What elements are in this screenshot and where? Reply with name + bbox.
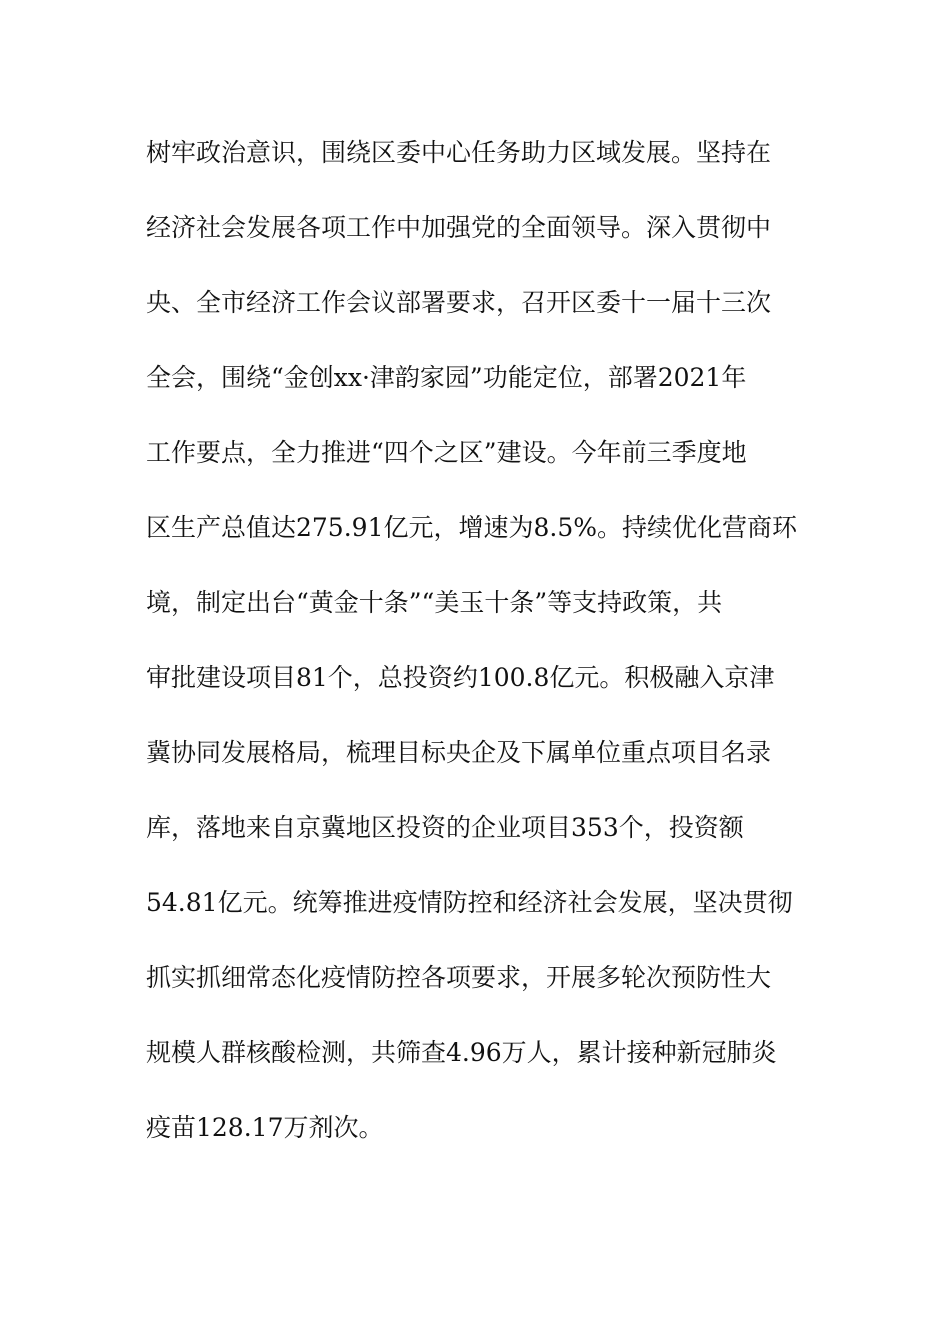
text-line: 冀协同发展格局，梳理目标央企及下属单位重点项目名录 [146,738,772,767]
text-line: 央、全市经济工作会议部署要求，召开区委十一届十三次 [146,288,772,317]
text-line: 境，制定出台“黄金十条”“美玉十条”等支持政策，共 [146,588,723,617]
text-line: 经济社会发展各项工作中加强党的全面领导。深入贯彻中 [146,213,772,242]
text-line: 全会，围绕“金创xx·津韵家园”功能定位，部署2021年 [146,363,747,392]
text-line: 54.81亿元。统筹推进疫情防控和经济社会发展，坚决贯彻 [146,888,793,917]
text-line: 规模人群核酸检测，共筛查4.96万人，累计接种新冠肺炎 [146,1038,777,1067]
text-line: 库，落地来自京冀地区投资的企业项目353个，投资额 [146,813,744,842]
text-line: 疫苗128.17万剂次。 [146,1113,384,1142]
text-line: 工作要点，全力推进“四个之区”建设。今年前三季度地 [146,438,747,467]
text-line: 树牢政治意识，围绕区委中心任务助力区域发展。坚持在 [146,138,772,167]
text-line: 抓实抓细常态化疫情防控各项要求，开展多轮次预防性大 [146,963,772,992]
body-paragraph [146,130,806,1180]
text-line: 审批建设项目81个，总投资约100.8亿元。积极融入京津 [146,663,775,692]
text-line: 区生产总值达275.91亿元，增速为8.5%。持续优化营商环 [146,513,797,542]
